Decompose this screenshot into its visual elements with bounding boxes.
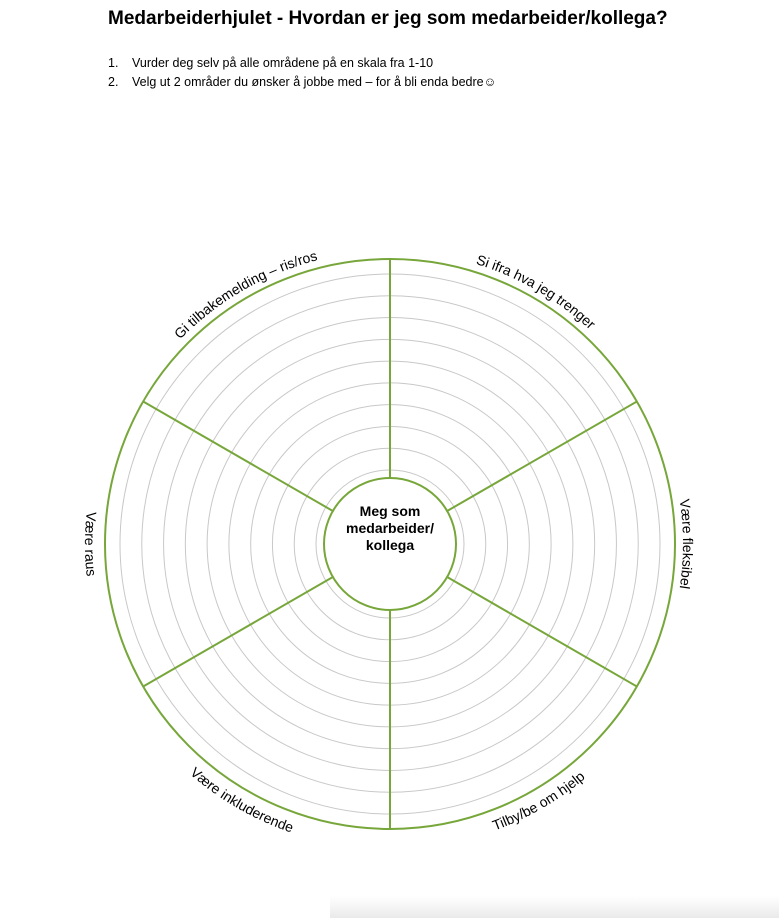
segment-label-text: Være inkluderende (187, 763, 296, 836)
segment-divider (143, 402, 333, 512)
segment-divider (447, 402, 637, 512)
segment-label-text: Tilby/be om hjelp (490, 767, 588, 834)
center-label-line: medarbeider/ (346, 520, 434, 536)
segment-label (490, 768, 588, 834)
segment-label (187, 764, 295, 836)
segment-label (171, 247, 319, 341)
segment-label (677, 498, 696, 590)
segment-label-text: Gi tilbakemelding – ris/ros (170, 247, 319, 342)
document-title: Medarbeiderhjulet - Hvordan er jeg som medarbeider/kollega? (108, 8, 668, 29)
instruction-number: 2. (108, 75, 119, 89)
segment-label (475, 251, 599, 332)
instruction-text: Vurder deg selv på alle områdene på en skala fra 1-10 (132, 56, 434, 70)
segment-divider (143, 577, 333, 687)
segment-divider (447, 577, 637, 687)
instruction-text: Velg ut 2 områder du ønsker å jobbe med – for å bli enda bedre☺ (132, 75, 497, 89)
segment-label (82, 511, 100, 577)
center-label-line: kollega (365, 537, 415, 553)
segment-label-text: Si ifra hva jeg trenger (474, 251, 599, 333)
segment-label-text: Være fleksibel (676, 497, 697, 591)
page-edge-shadow (330, 896, 779, 918)
center-label-line: Meg som (359, 503, 421, 519)
segment-label-text: Være raus (81, 511, 100, 577)
instruction-number: 1. (108, 56, 119, 70)
